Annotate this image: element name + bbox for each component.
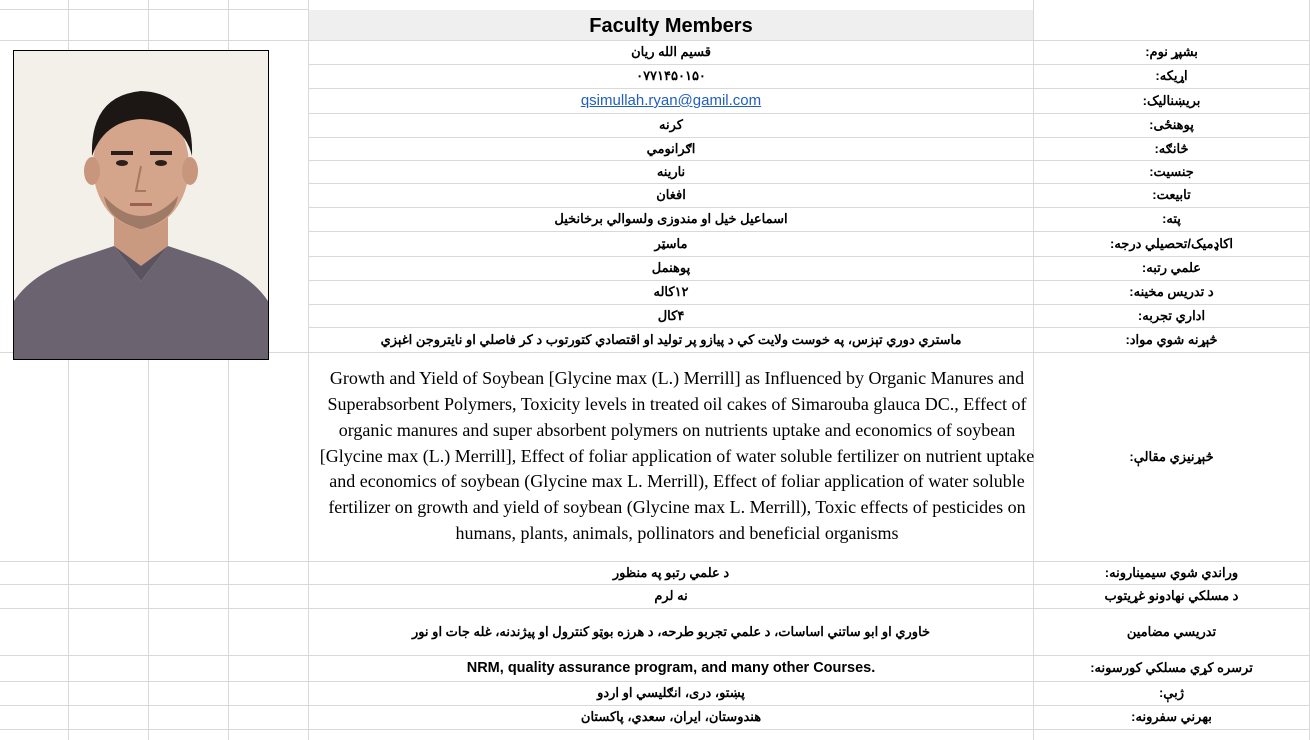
row-research [309,327,1310,352]
portrait-image [14,51,268,359]
degree-value: ماسټر [654,235,688,251]
faculty-value: کرنه [659,117,683,132]
travels-value: هندوستان، ایران، سعدي، پاکستان [580,709,762,724]
teaching-experience-value: ۱۲کاله [653,284,689,299]
contact-label: اړیکه: [1155,68,1188,83]
subjects-label: تدریسي مضامین [1126,623,1217,639]
research-value: ماستري دوري تېزس، په خوست ولایت کي د پیازو پر تولید او اقتصادي کتورتوب د کر فاصلي او نایتروجن اغېزي [380,331,962,347]
row-seminars [309,561,1310,584]
languages-value: پښتو، دری، انګلیسي او اردو [597,685,745,700]
row-contact [309,64,1310,88]
gender-label: جنسیت: [1149,163,1194,179]
row-languages [309,681,1310,705]
seminars-value: د علمي رتبو په منظور [612,564,730,580]
row-professional-associations [309,584,1310,608]
courses-label: ترسره کړي مسلکي کورسونه: [1090,660,1253,675]
row-email [309,88,1310,113]
admin-experience-value: ۴کال [657,307,685,323]
name-label: بشپړ نوم: [1145,44,1198,59]
articles-value: Growth and Yield of Soybean [Glycine max (L.) Merrill] as Influenced by Organic Manures and Superabsorbent Polymers, Toxicity levels in treated oil cakes of Simarouba glauca DC., Effect of organic manures and super absorbent polymers on nutrients uptake and economics of soybean [Glycine max (L.) Merrill], Effect of foliar application of water soluble fertilizer on nutrient uptake and economics of soybean (Glycine max L. Merrill), Effect of foliar application of water soluble fertilizer on growth and yield of soybean (Glycine max L. Merrill), Toxic effects of pesticides on humans, plants, animals, pollinators and beneficial organisms [319,368,1035,543]
gender-value: نارینه [656,163,686,179]
rank-label: علمي رتبه: [1141,260,1202,275]
row-admin-experience [309,304,1310,327]
address-label: پته: [1162,211,1181,226]
email-link[interactable]: qsimullah.ryan@gamil.com [580,92,762,109]
row-degree [309,231,1310,256]
row-courses [309,655,1310,681]
row-articles [309,352,1310,561]
row-faculty [309,113,1310,137]
articles-label: څېړنیزي مقالې: [1129,448,1214,464]
nationality-label: تابیعت: [1152,187,1191,202]
row-address [309,207,1310,231]
row-name [309,40,1310,64]
row-nationality [309,183,1310,207]
degree-label: اکاډمیک/تحصیلي درجه: [1109,235,1234,251]
courses-value: NRM, quality assurance program, and many other Courses. [466,660,876,676]
department-label: څانګه: [1154,140,1189,156]
row-travels [309,705,1310,729]
rank-value: پوهنمل [651,260,691,275]
subjects-value: خاوري او ابو ساتني اساسات، د علمي تجربو طرحه، د هرزه بوټو کنترول او پیژندنه، غله جات او نور [411,623,931,639]
travels-label: بهرني سفرونه: [1131,709,1212,724]
faculty-label: پوهنځی: [1149,117,1194,132]
research-label: څېړنه شوي مواد: [1125,331,1218,347]
row-rank [309,256,1310,280]
email-label: بریښنالیک: [1142,92,1201,108]
row-subjects [309,608,1310,655]
admin-experience-label: اداري تجربه: [1137,307,1206,323]
seminars-label: وراندي شوي سیمینارونه: [1104,564,1239,580]
teaching-experience-label: د تدریس مخینه: [1129,284,1214,299]
row-teaching-experience [309,280,1310,304]
name-value: قسیم الله ریان [631,44,711,59]
department-value: اګرانومي [646,140,696,156]
nationality-value: افغان [656,187,686,202]
address-value: اسماعیل خیل او مندوزی ولسوالي برخانخیل [554,211,788,226]
row-gender [309,160,1310,183]
professional-associations-label: د مسلکي نهادونو غړیتوب [1104,588,1239,603]
professional-associations-value: نه لرم [654,588,688,603]
page-title: Faculty Members [589,15,753,37]
profile-photo [13,50,269,360]
row-department [309,137,1310,160]
contact-value: ۰۷۷۱۴۵۰۱۵۰ [636,68,706,83]
languages-label: ژبې: [1158,685,1185,700]
